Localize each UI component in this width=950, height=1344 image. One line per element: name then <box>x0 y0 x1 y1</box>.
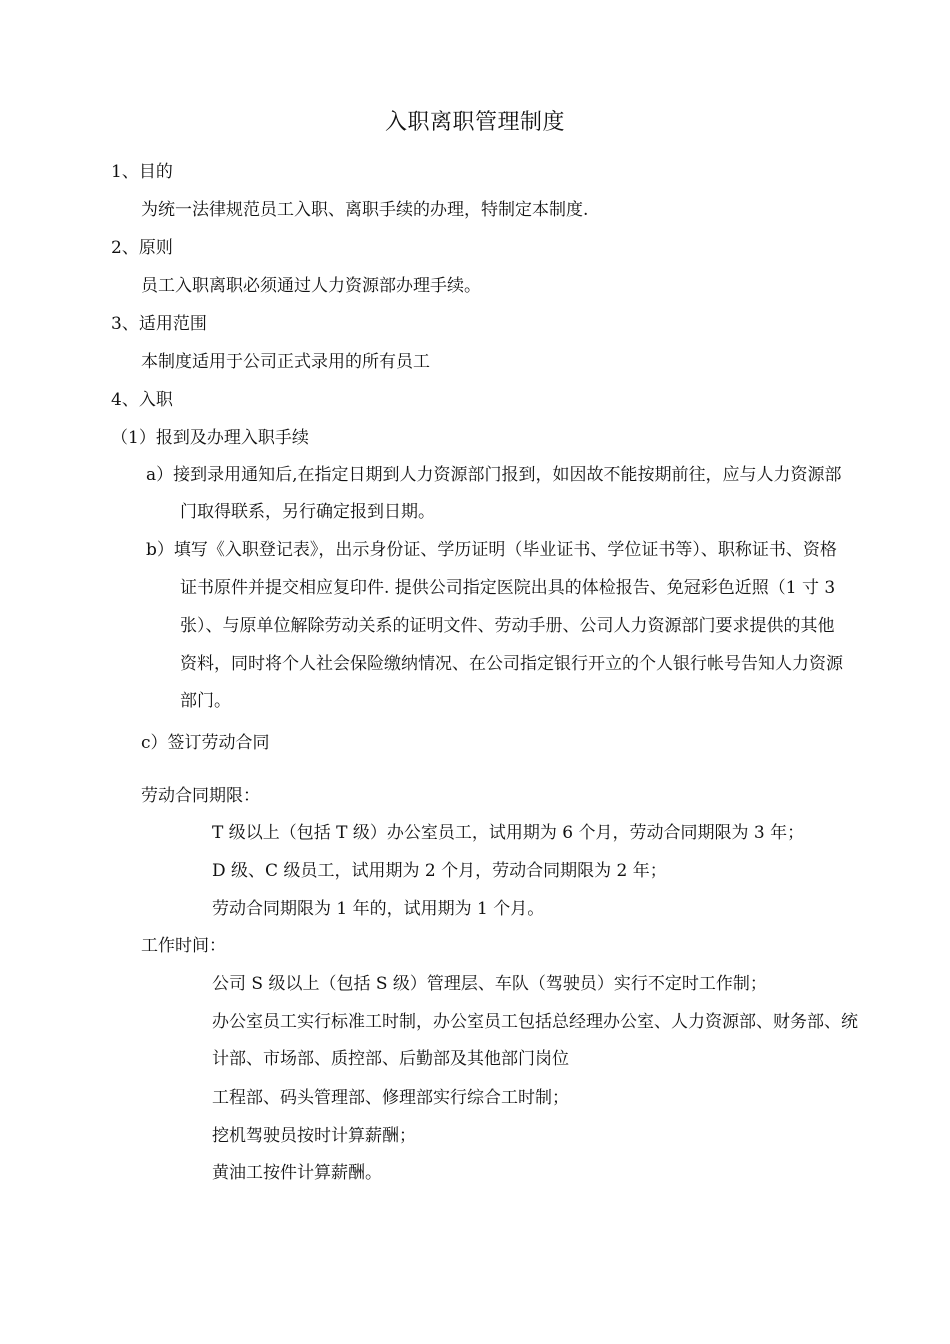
item-b-line-5: 部门。 <box>180 691 231 711</box>
purpose-text: 为统一法律规范员工入职、离职手续的办理，特制定本制度. <box>141 200 589 220</box>
subsection-heading-report: （1）报到及办理入职手续 <box>111 428 309 448</box>
contract-term-line-2: D 级、C 级员工，试用期为 2 个月，劳动合同期限为 2 年； <box>212 861 667 881</box>
work-time-line-3: 计部、市场部、质控部、后勤部及其他部门岗位 <box>212 1049 569 1069</box>
work-time-line-5: 挖机驾驶员按时计算薪酬； <box>212 1126 416 1146</box>
work-time-line-1: 公司 S 级以上（包括 S 级）管理层、车队（驾驶员）实行不定时工作制； <box>212 974 767 994</box>
section-heading-onboarding: 4、入职 <box>111 390 173 410</box>
scope-text: 本制度适用于公司正式录用的所有员工 <box>141 352 430 372</box>
work-time-line-4: 工程部、码头管理部、修理部实行综合工时制； <box>212 1088 569 1108</box>
item-b-line-2: 证书原件并提交相应复印件. 提供公司指定医院出具的体检报告、免冠彩色近照（1 寸 3 <box>180 578 836 598</box>
item-b-line-3: 张）、与原单位解除劳动关系的证明文件、劳动手册、公司人力资源部门要求提供的其他 <box>180 616 835 636</box>
item-a-line-1: a）接到录用通知后,在指定日期到人力资源部门报到，如因故不能按期前往，应与人力资源部 <box>146 465 842 485</box>
item-c: c）签订劳动合同 <box>141 733 270 753</box>
item-a-line-2: 门取得联系，另行确定报到日期。 <box>180 502 435 522</box>
work-time-line-2: 办公室员工实行标准工时制，办公室员工包括总经理办公室、人力资源部、财务部、统 <box>212 1012 858 1032</box>
principle-text: 员工入职离职必须通过人力资源部办理手续。 <box>141 276 481 296</box>
item-b-line-4: 资料，同时将个人社会保险缴纳情况、在公司指定银行开立的个人银行帐号告知人力资源 <box>180 654 843 674</box>
contract-term-line-3: 劳动合同期限为 1 年的，试用期为 1 个月。 <box>212 899 545 919</box>
section-heading-scope: 3、适用范围 <box>111 314 207 334</box>
section-heading-principle: 2、原则 <box>111 238 173 258</box>
work-time-label: 工作时间： <box>141 936 226 956</box>
item-b-line-1: b）填写《入职登记表》，出示身份证、学历证明（毕业证书、学位证书等）、职称证书、资格 <box>146 540 837 560</box>
contract-term-line-1: T 级以上（包括 T 级）办公室员工，试用期为 6 个月，劳动合同期限为 3 年； <box>212 823 805 843</box>
section-heading-purpose: 1、目的 <box>111 162 173 182</box>
document-title: 入职离职管理制度 <box>384 110 565 135</box>
contract-term-label: 劳动合同期限： <box>141 786 260 806</box>
work-time-line-6: 黄油工按件计算薪酬。 <box>212 1163 382 1183</box>
